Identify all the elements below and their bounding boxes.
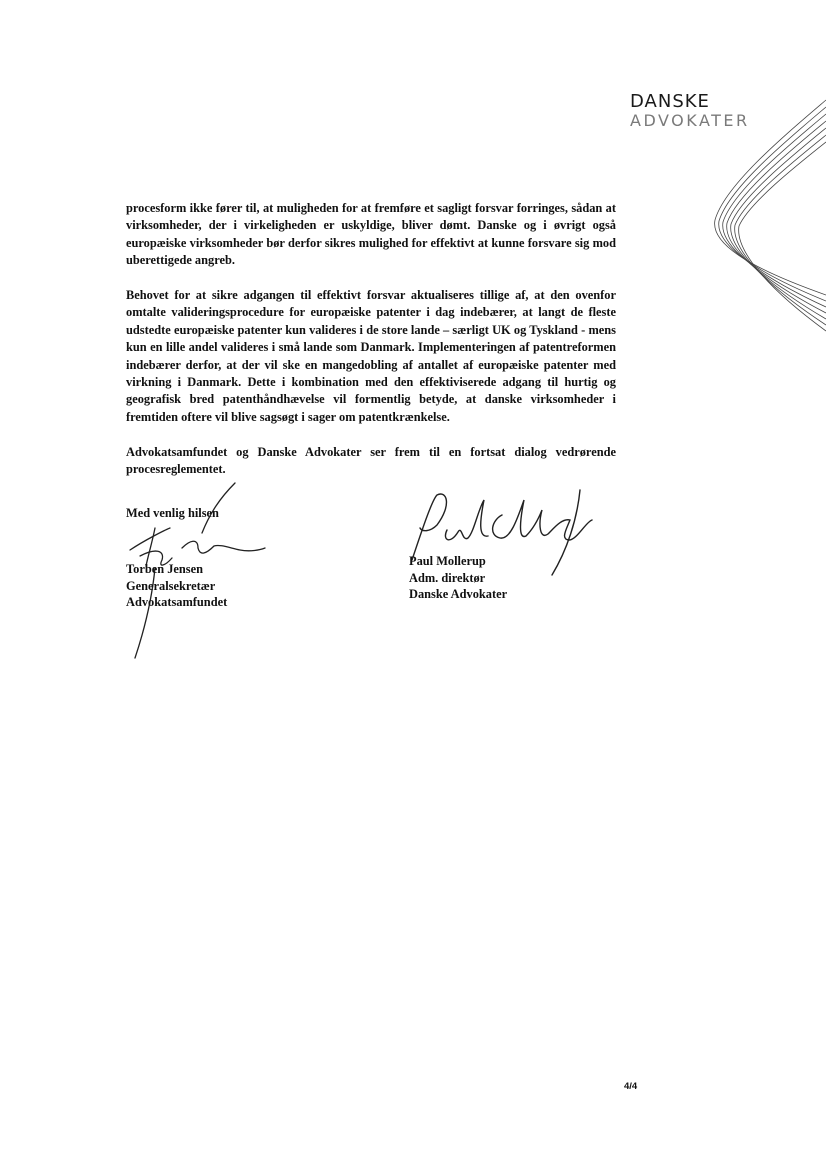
signatory-left-organization: Advokatsamfundet (126, 595, 228, 609)
signatory-left-name: Torben Jensen (126, 562, 203, 576)
logo-text-line2: ADVOKATER (630, 111, 750, 130)
page-number: 4/4 (624, 1081, 638, 1092)
signatory-right-name: Paul Mollerup (409, 554, 486, 568)
body-paragraph-3: Advokatsamfundet og Danske Advokater ser frem til en fortsat dialog vedrørende procesreglementet. (126, 444, 616, 477)
signatory-right-organization: Danske Advokater (409, 587, 508, 601)
signatory-left (126, 561, 227, 611)
logo-text-line1: DANSKE (630, 91, 710, 112)
letter-body (126, 200, 616, 496)
closing-salutation: Med venlig hilsen (126, 506, 219, 520)
body-paragraph-1: procesform ikke fører til, at muligheden for at fremføre et sagligt forsvar forringes, sådan at virksomheder, der i virkeligheden er uskyldige, bliver dømt. Danske og i øvrigt også europæiske virksomheder bør derfor sikres mulighed for effektivt at kunne forsvare sig mod uberettigede angreb. (126, 201, 616, 268)
signatory-left-title: Generalsekretær (126, 578, 216, 593)
signatory-right-title: Adm. direktør (409, 570, 486, 585)
logo-swoosh-graphic (695, 95, 826, 335)
signatory-right (409, 553, 507, 603)
body-paragraph-2: Behovet for at sikre adgangen til effektivt forsvar aktualiseres tillige af, at den ovenfor omtalte valideringsprocedure for europæiske patenter i dag indebærer, at langt de fleste udstedte europæiske patenter kun valideres i de store lande – særligt UK og Tyskland - mens kun en lille andel valideres i små lande som Danmark. Implementeringen af patentreformen indebærer derfor, at der vil ske en mangedobling af antallet af europæiske patenter med virkning i Danmark. Dette i kombination med den effektiviserede adgang til hurtig og geografisk bred patenthåndhævelse vil formentlig betyde, at danske virksomheder i fremtiden oftere vil blive sagsøgt i sager om patentkrænkelse. (126, 288, 616, 424)
